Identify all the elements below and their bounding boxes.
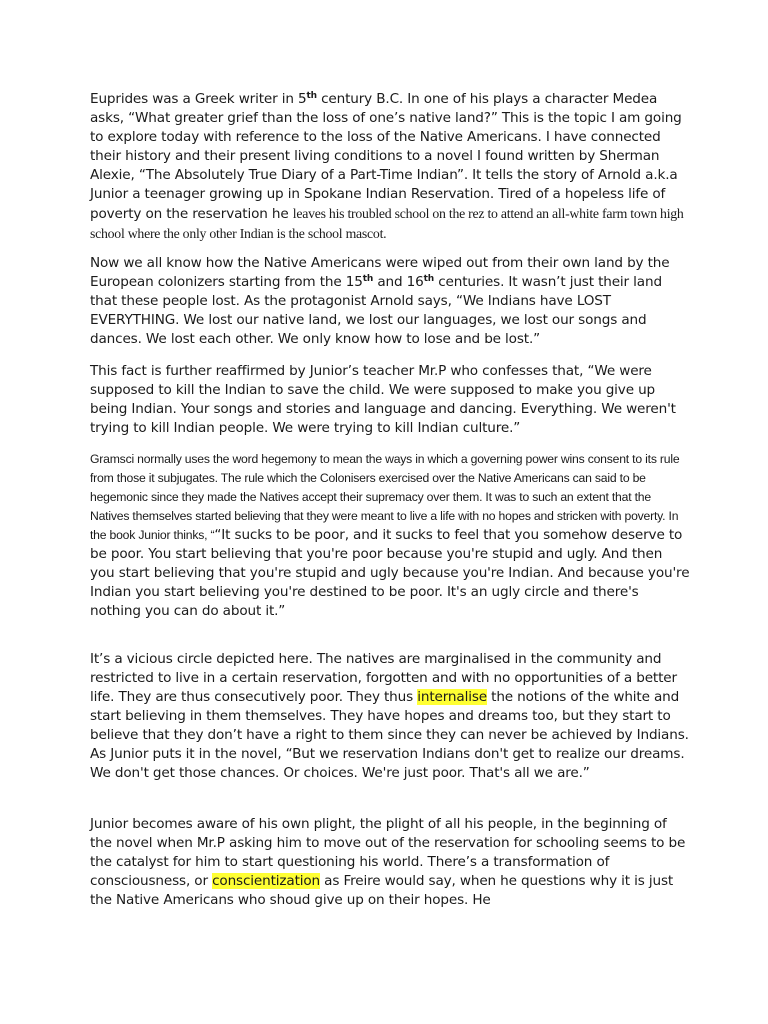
- text-run: centuries. It wasn’t just their land that these people lost. As the protagonist Arnold says, “We Indians have LOST EVERYTHING. We lost our native land, we lost our languages, we lost our songs and dances. We lost each other. We only know how to lose and be lost.”: [90, 274, 662, 347]
- highlighted-word: conscientization: [212, 873, 321, 889]
- paragraph-gramsci: [90, 450, 690, 621]
- text-run: This fact is further reaffirmed by Junior’s teacher Mr.P who confesses that, “We were supposed to kill the Indian to save the child. We were supposed to make you give up being Indian. Your songs and stories and language and dancing. Everything. We weren't trying to kill Indian people. We were trying to kill Indian culture.”: [90, 363, 676, 436]
- text-run-serif: leaves his troubled school on the rez to attend an all-white farm town high school where the only other Indian is the school mascot.: [90, 206, 684, 241]
- paragraph-vicious-circle: [90, 650, 690, 783]
- text-run: Junior becomes aware of his own plight, the plight of all his people, in the beginning of the novel when Mr.P asking him to move out of the reservation for schooling seems to be the catalyst for him to start questioning his world. There’s a transformation of consciousness, or: [90, 816, 686, 889]
- text-run: and 16: [373, 274, 424, 290]
- text-run: as Freire would say, when he questions why it is just the Native Americans who shoud give up on their hopes. He: [90, 873, 674, 908]
- text-run: “It sucks to be poor, and it sucks to feel that you somehow deserve to be poor. You start believing that you're poor because you're stupid and ugly. And then you start believing that you're stupid and ugly because you're Indian. And because you're Indian you start believing you're destined to be poor. It's an ugly circle and there's nothing you can do about it.”: [90, 527, 690, 619]
- text-run: Now we all know how the Native Americans were wiped out from their own land by the European colonizers starting from the 15: [90, 255, 670, 290]
- superscript: th: [362, 274, 374, 284]
- text-run: the notions of the white and start believing in them themselves. They have hopes and dreams too, but they start to believe that they don’t have a right to them since they can never be achieved by Indians. As Junior puts it in the novel, “But we reservation Indians don't get to realize our dreams. We don't get those chances. Or choices. We're just poor. That's all we are.”: [90, 689, 689, 781]
- paragraph-euripides: [90, 90, 690, 244]
- highlighted-word: internalise: [417, 689, 487, 705]
- text-run: It’s a vicious circle depicted here. The natives are marginalised in the community and restricted to live in a certain reservation, forgotten and with no opportunities of a better life. They are thus consecutively poor. They thus: [90, 651, 677, 705]
- text-run-narrow: Gramsci normally uses the word hegemony to mean the ways in which a governing power wins consent to its rule from those it subjugates. The rule which the Colonisers exercised over the Native Americans can said to be hegemonic since they made the Natives accept their supremacy over them. It was to such an extent that the Natives themselves started believing that they were meant to live a life with no hopes and stricken with poverty. In the book Junior thinks, “: [90, 452, 680, 542]
- paragraph-mr-p: [90, 362, 690, 438]
- superscript: th: [423, 274, 435, 284]
- superscript: th: [306, 91, 317, 101]
- paragraph-colonizers: [90, 254, 690, 349]
- paragraph-conscientization: [90, 815, 690, 910]
- text-run: Euprides was a Greek writer in 5: [90, 91, 307, 107]
- text-run: century B.C. In one of his plays a character Medea asks, “What greater grief than the loss of one’s native land?” This is the topic I am going to explore today with reference to the loss of the Native Americans. I have connected their history and their present living conditions to a novel I found written by Sherman Alexie, “The Absolutely True Diary of a Part-Time Indian”. It tells the story of Arnold a.k.a Junior a teenager growing up in Spokane Indian Reservation. Tired of a hopeless life of poverty on the reservation he: [90, 91, 682, 222]
